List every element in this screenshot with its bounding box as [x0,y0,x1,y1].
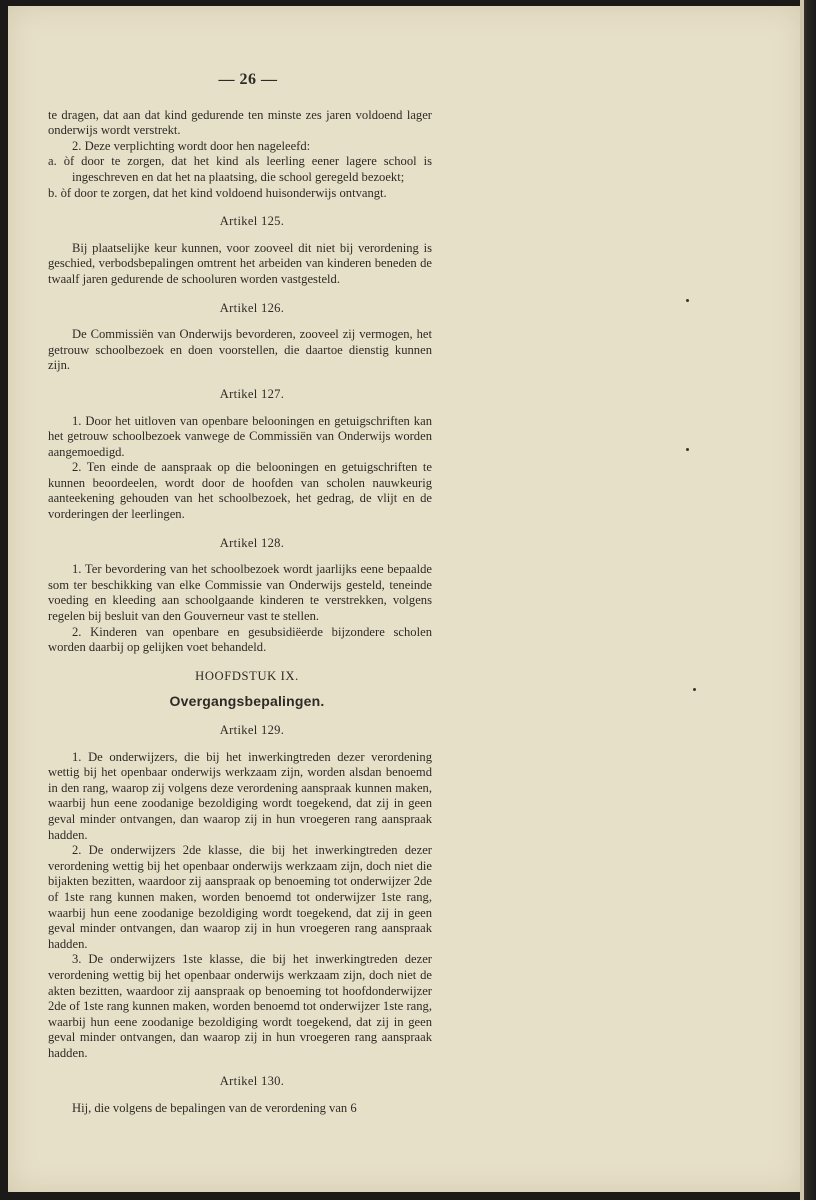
article-129-paragraph-2: 2. De onderwijzers 2de klasse, die bij het inwerkingtreden dezer verordening wettig bij het openbaar onderwijs werkzaam zijn, doch niet die bijakten bezitten, waardoor zij aanspraak op benoeming tot onderwijzer 2de of 1ste rang kunnen maken, worden benoemd tot onderwijzer 1ste rang, waarbij hun eene zoodanige bezoldiging wordt toegekend, dat zij in geen geval minder ontvangen, dan waarop zij in hun vroegeren rang aanspraak hadden. [48,843,432,951]
article-129-heading: Artikel 129. [219,723,285,737]
article-129-paragraph-3: 3. De onderwijzers 1ste klasse, die bij het inwerkingtreden dezer verordening wettig bij het openbaar onderwijs werkzaam zijn, doch niet de akten bezitten, waardoor zij aanspraak op benoeming tot hoofdonderwijzer 2de of 1ste rang kunnen maken, worden benoemd tot onderwijzer 1ste rang, waarbij hun eene zoodanige bezoldiging wordt toegekend, dat zij in geen geval minder ontvangen, dan waarop zij in hun vroegeren rang aanspraak hadden. [48,952,432,1060]
article-127-heading: Artikel 127. [219,386,285,401]
article-128-heading: Artikel 128. [219,535,285,550]
article-129-paragraph-1: 1. De onderwijzers, die bij het inwerkingtreden dezer verordening wettig bij het openbaar onderwijs werkzaam zijn, worden alsdan benoemd in den rang, waarop zij volgens deze verordening aanspraak kunnen maken, waarbij hun eene zoodanige bezoldiging wordt toegekend, dat zij in geen geval minder ontvangen, dan waarop zij in hun vroegeren rang aanspraak hadden. [48,749,432,842]
article-126-text: De Commissiën van Onderwijs bevorderen, zooveel zij vermogen, het getrouw schoolbezoek en doen voorstellen, die daartoe dienstig kunnen zijn. [48,327,432,373]
article-125-text: Bij plaatselijke keur kunnen, voor zooveel dit niet bij verordening is geschied, verbodsbepalingen omtrent het arbeiden van kinderen beneden de twaalf jaren gedurende de schooluren worden vastgesteld. [48,240,432,286]
article-127-paragraph-2: 2. Ten einde de aanspraak op die belooningen en getuigschriften te kunnen beoordeelen, wordt door de hoofden van scholen nauwkeurig aanteekening gehouden van het schoolbezoek, het gedrag, de vlijt en de vorderingen der leerlingen. [48,460,432,522]
chapter-title: HOOFDSTUK IX. [195,668,299,683]
article-130-heading: Artikel 130. [219,1074,285,1089]
intro-item-b: b. òf door te zorgen, dat het kind voldoend huisonderwijs ontvangt. [48,185,387,200]
intro-continuation: te dragen, dat aan dat kind gedurende ten minste zes jaren voldoend lager onderwijs wordt verstrekt. [48,107,432,138]
paper-speck [686,448,689,451]
article-125-heading: Artikel 125. [219,214,285,229]
paper-speck [693,688,696,691]
document-page [8,6,802,1192]
page-text [48,72,432,1117]
article-130-text: Hij, die volgens de bepalingen van de verordening van 6 [72,1101,357,1116]
article-128-paragraph-2: 2. Kinderen van openbare en gesubsidiëerde bijzondere scholen worden daarbij op gelijken voet behandeld. [48,624,432,655]
article-126-heading: Artikel 126. [219,300,285,315]
intro-item-a: a. òf door te zorgen, dat het kind als leerling eener lagere school is ingeschreven en dat het na plaatsing, die school geregeld bezoekt; [48,154,432,184]
paper-speck [686,299,689,302]
article-128-paragraph-1: 1. Ter bevordering van het schoolbezoek wordt jaarlijks eene bepaalde som ter beschikking van elke Commissie van Onderwijs gesteld, teneinde voeding en kleeding aan schoolgaande kinderen te verstrekken, volgens regelen bij besluit van den Gouverneur vast te stellen. [48,562,432,624]
page-edge-shadow [800,0,816,1200]
article-127-paragraph-1: 1. Door het uitloven van openbare belooningen en getuigschriften kan het getrouw schoolbezoek vanwege de Commissiën van Onderwijs worden aangemoedigd. [48,413,432,459]
chapter-subtitle: Overgangsbepalingen. [169,693,325,710]
page-number: — 26 — [218,71,278,88]
intro-point-2: 2. Deze verplichting wordt door hen nageleefd: [72,138,311,153]
